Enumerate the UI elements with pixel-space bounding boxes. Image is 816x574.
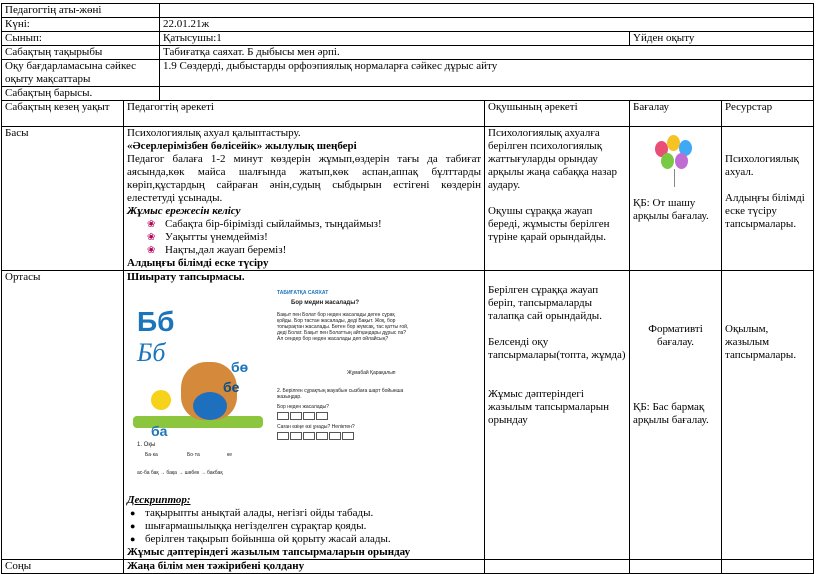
book-pair: Бо·та: [187, 452, 200, 458]
stage-start: Басы: [2, 127, 124, 271]
start-r2: Алдыңғы білімді еске түсіру тапсырмалары.: [725, 192, 805, 230]
start-t5: Алдыңғы білімді еске түсіру: [127, 257, 269, 269]
stage-end: Соңы: [2, 560, 124, 574]
goal-label: Оқу бағдарламасына сәйкес оқыту мақсаттары: [2, 60, 160, 87]
rule-item: ❀ Нақты,дәл жауап береміз!: [127, 244, 481, 257]
row-column-headers: [2, 101, 814, 127]
row-middle: [2, 271, 814, 560]
book-right-title: Бор медин жасалады?: [291, 300, 360, 306]
start-t4: Жұмыс ережесін келісу: [127, 205, 241, 217]
teacher-value: [160, 4, 814, 18]
middle-s1: Берілген сұраққа жауап беріп, тапсырмаларды талапқа сай орындайды.: [488, 284, 602, 322]
ball-illustration: [193, 392, 227, 420]
rule-item: ❀ Уақытты үнемдейміз!: [127, 231, 481, 244]
middle-a2: ҚБ: Бас бармақ арқылы бағалау.: [633, 401, 709, 426]
syllable: бө: [231, 359, 249, 375]
letter-b-lower: Бб: [137, 338, 166, 367]
rule-item: ❀ Сабақта бір-бірімізді сыйлаймыз, тыңдаймыз!: [127, 218, 481, 231]
middle-t2: Жұмыс дәптеріндегі жазылым тапсырмаларын орындау: [127, 546, 411, 558]
book-header: ТАБИҒАТҚА САЯХАТ: [277, 290, 329, 296]
row-goal: [2, 60, 814, 87]
lesson-plan-table: [1, 3, 814, 574]
syllable: бе: [223, 379, 240, 395]
teacher-action-start: [124, 127, 485, 271]
row-topic: [2, 46, 814, 60]
row-date: [2, 18, 814, 32]
class-value: Қатысушы:1: [160, 32, 630, 46]
answer-boxes: [277, 412, 329, 420]
class-label: Сынып:: [2, 32, 160, 46]
middle-s2: Белсенді оқу тапсырмалары(топта, жұмда): [488, 336, 626, 361]
syllable: ба: [151, 423, 168, 439]
stage-middle: Ортасы: [2, 271, 124, 560]
col-teacher: Педагогтің әрекеті: [124, 101, 485, 127]
start-s2: Оқушы сұраққа жауап береді, жұмысты берілген түріне қарай орындайды.: [488, 205, 610, 243]
date-value: 22.01.21ж: [160, 18, 814, 32]
start-t1: Психологиялық ахуал қалыптастыру.: [127, 127, 301, 139]
row-end: [2, 560, 814, 574]
col-resources: Ресурстар: [722, 101, 814, 127]
book-task2: 2. Берілген сұрақтың жауабын сызбаға шарт бойынша жазыңдар.: [277, 388, 404, 400]
descriptor-item: ● берілген тақырып бойынша ой қорыту жасай алады.: [127, 533, 481, 546]
descriptor-title: Дескриптор:: [127, 494, 191, 506]
textbook-left-page: [133, 298, 263, 488]
book-right-text: Бақыт пен Болат бор неден жасалады деген сұрақ қойды. Бор тастан жасалады, деді Бақыт. Жоқ, бор топырақтан жасалады. Бөтен бор жүмсақ, тас қатты ғой, деді Болат. Бақыт пен Болаттың айтқандары дұрыс па? Ал сендер бор неден жасалады деп ойлайсың?: [277, 312, 409, 342]
date-label: Күні:: [2, 18, 160, 32]
assessment-middle: [630, 271, 722, 560]
progress-label: Сабақтың барысы.: [2, 87, 160, 101]
book-pair: Ба·ка: [145, 452, 158, 458]
book-q1: Бор неден жасалады?: [277, 404, 329, 410]
resources-start: [722, 127, 814, 271]
student-action-middle: [485, 271, 630, 560]
middle-t1: Шиырату тапсырмасы.: [127, 271, 245, 283]
descriptor-item: ● шығармашылыққа негізделген сұрақтар қояды.: [127, 520, 481, 533]
textbook-right-page: [277, 290, 417, 488]
middle-s3: Жұмыс дәптеріндегі жазылым тапсырмаларын орындау: [488, 388, 610, 426]
chick-illustration: [151, 390, 171, 410]
start-s1: Психологиялық ахуалға берілген психологиялық жаттығуларды орындау арқылы жаңа сабаққа назар аудару.: [488, 127, 617, 191]
balloons-icon: [651, 135, 701, 189]
start-t3: Педагог балаға 1-2 минут көздерін жұмып,өздерін тағы да табиғат аясында,көк майса шалғында жатып,көк аспан,аппақ бұлттарды көріп,құстардың сайраған әнін,судың сыбдырын естігені көздерін елестетуді ұсынады.: [127, 153, 482, 204]
start-a1: ҚБ: От шашу арқылы бағалау.: [633, 197, 709, 222]
book-right-caption: Жұмабай Қарақалып: [347, 370, 396, 376]
book-task1: 1. Оқы: [137, 442, 156, 448]
student-action-start: [485, 127, 630, 271]
row-teacher: [2, 4, 814, 18]
end-t1: Жаңа білім мен тәжірибені қолдану: [124, 560, 485, 574]
assessment-start: [630, 127, 722, 271]
teacher-action-middle: [124, 271, 485, 560]
middle-a1: Формативті бағалау.: [648, 323, 703, 348]
resources-middle: [722, 271, 814, 560]
col-student: Оқушының әрекеті: [485, 101, 630, 127]
middle-r1: Оқылым, жазылым тапсырмалары.: [725, 323, 797, 361]
book-q2: Саған өзіңе өзі ұнады? Неліктен?: [277, 424, 355, 430]
goal-value: 1.9 Сөздерді, дыбыстарды орфоэпиялық нормаларға сәйкес дұрыс айту: [160, 60, 814, 87]
descriptor-item: ● тақырыпты анықтай алады, негізгі ойды табады.: [127, 507, 481, 520]
col-stage: Сабақтың кезең уақыт: [2, 101, 124, 127]
book-chain: ас-ба бақ → бақа → шөбек → бакбақ: [137, 470, 223, 476]
topic-value: Табиғатқа саяхат. Б дыбысы мен әрпі.: [160, 46, 814, 60]
row-class: [2, 32, 814, 46]
book-pair: ке: [227, 452, 233, 458]
topic-label: Сабақтың тақырыбы: [2, 46, 160, 60]
textbook-picture: [127, 290, 417, 488]
start-t2: «Әсерлерімізбен бөлісейік» жылулық шеңбері: [127, 140, 357, 152]
answer-boxes: [277, 432, 355, 440]
letter-b-upper: Бб: [137, 306, 175, 337]
col-assessment: Бағалау: [630, 101, 722, 127]
class-extra: Үйден оқыту: [630, 32, 814, 46]
row-progress: [2, 87, 814, 101]
teacher-label: Педагогтің аты-жөні: [2, 4, 160, 18]
row-start: [2, 127, 814, 271]
start-r1: Психологиялық ахуал.: [725, 153, 799, 178]
